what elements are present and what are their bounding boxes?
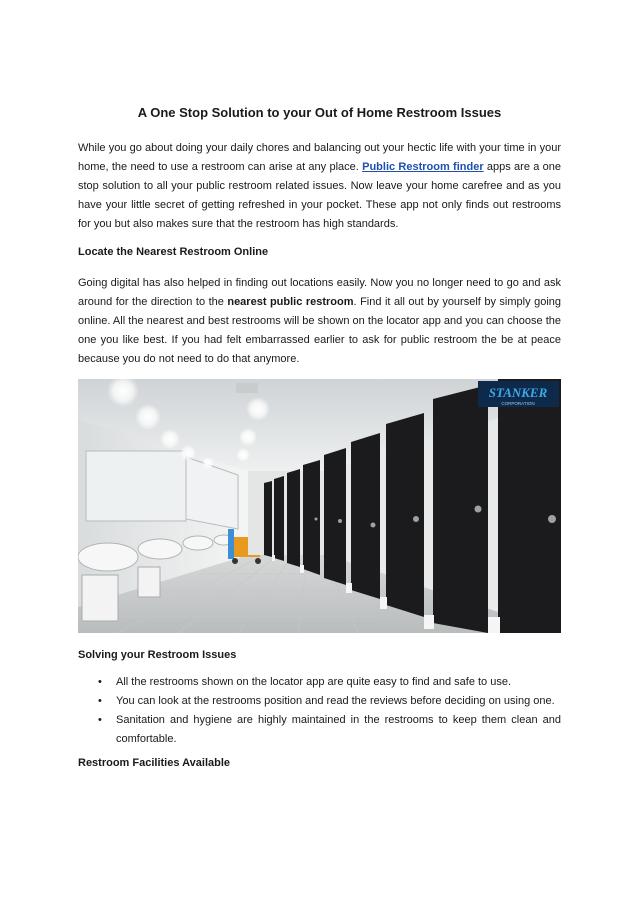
logo-text: STANKER xyxy=(488,385,548,400)
logo-subtext: CORPORATION xyxy=(501,401,535,406)
list-item xyxy=(98,673,561,692)
document-title: A One Stop Solution to your Out of Home Restroom Issues xyxy=(137,105,502,120)
document-body xyxy=(78,104,561,785)
public-restroom-finder-link[interactable]: Public Restroom finder xyxy=(362,161,484,173)
locate-text-before: Going digital has also helped in finding out locations easily. Now you no longer need to go and ask around for the direction to the xyxy=(78,277,561,308)
nearest-restroom-emphasis: nearest public restroom xyxy=(227,296,354,308)
locate-text-after: . Find it all out by yourself by simply going online. All the nearest and best restrooms will be shown on the locator app and you can choose the one you like best. If you had felt embarrassed earlier to ask for public restroom the be at peace because you do not need to do that anymore. xyxy=(78,296,561,365)
intro-paragraph xyxy=(78,139,561,234)
intro-text-after: apps are a one stop solution to all your public restroom related issues. Now leave your home carefree and as you have your little secret of getting refreshed in your pocket. These app not only finds out restrooms for you but also makes sure that the restroom has high standards. xyxy=(78,161,561,230)
section-heading-solving: Solving your Restroom Issues xyxy=(78,649,237,661)
bullet-icon: • xyxy=(98,695,102,707)
list-item xyxy=(98,711,561,749)
list-item-text: All the restrooms shown on the locator app are quite easy to find and safe to use. xyxy=(116,676,512,688)
bullet-icon: • xyxy=(98,714,102,726)
bullet-icon: • xyxy=(98,676,102,688)
intro-text-before: While you go about doing your daily chores and balancing out your hectic life with your time in your home, the need to use a restroom can arise at any place. xyxy=(78,142,561,173)
section-heading-facilities: Restroom Facilities Available xyxy=(78,757,231,769)
section-heading-locate: Locate the Nearest Restroom Online xyxy=(78,246,269,258)
restroom-photo xyxy=(78,379,561,633)
list-item xyxy=(98,692,561,711)
solving-bullet-list xyxy=(78,673,561,749)
list-item-text: Sanitation and hygiene are highly maintained in the restrooms to keep them clean and comfortable. xyxy=(116,714,561,745)
list-item-text: You can look at the restrooms position and read the reviews before deciding on using one. xyxy=(116,695,555,707)
locate-paragraph xyxy=(78,274,561,369)
